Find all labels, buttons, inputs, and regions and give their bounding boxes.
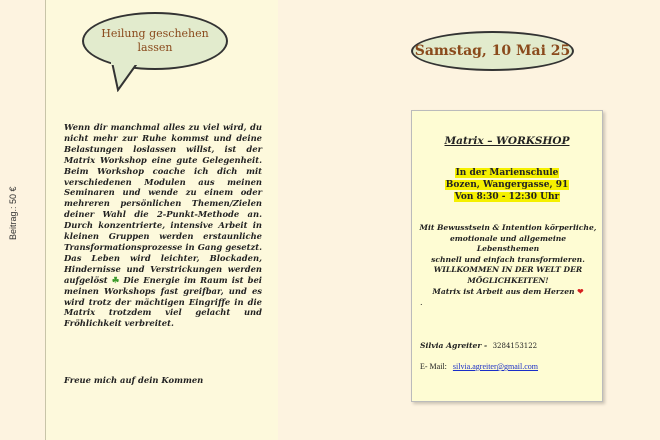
desc-line-5: MÖGLICHKEITEN! <box>467 275 549 285</box>
desc-line-3: schnell und einfach transformieren. <box>431 254 585 264</box>
fee-label: Beitrag.: 50 € <box>8 186 18 240</box>
location-line-3: Von 8:30 - 12:30 Uhr <box>454 192 560 202</box>
workshop-card <box>411 110 603 402</box>
contact-phone: 3284153122 <box>492 342 538 350</box>
dot-mark: . <box>420 298 423 307</box>
location-line-2: Bozen, Wangergasse, 91 <box>445 180 569 190</box>
left-panel <box>45 0 279 440</box>
speech-bubble-tail-icon <box>108 62 148 92</box>
right-panel <box>278 0 660 440</box>
desc-line-1: Mit Bewusstsein & Intention körperliche, <box>419 223 597 232</box>
contact-line <box>420 341 537 350</box>
closing-line: Freue mich auf dein Kommen <box>64 375 204 385</box>
clover-icon: ☘ <box>111 274 120 285</box>
left-fold-strip <box>0 0 45 440</box>
location-line-1: In der Marienschule <box>455 168 559 178</box>
desc-line-4: WILLKOMMEN IN DER WELT DER <box>433 265 583 275</box>
desc-line-2: emotionale und allgemeine Lebensthemen <box>449 233 567 254</box>
bubble-line-1: Heilung geschehen <box>101 27 209 40</box>
speech-bubble <box>82 12 228 70</box>
workshop-description <box>64 122 262 329</box>
email-line <box>420 362 538 371</box>
desc-line-6: Matrix ist Arbeit aus dem Herzen <box>432 286 575 296</box>
location-block <box>412 167 602 203</box>
email-link[interactable]: silvia.agreiter@gmail.com <box>452 362 539 371</box>
bubble-line-2: lassen <box>137 41 173 54</box>
description-paragraph-2: Die Energie im Raum ist bei meinen Workshops fast greifbar, und es wird trotz der mächtigen Eingriffe in die Matrix trotzdem viel gelacht und Fröhlichkeit verbreitet. <box>64 274 262 329</box>
email-label: E- Mail: <box>420 362 447 371</box>
contact-name: Silvia Agreiter - <box>420 341 488 350</box>
date-badge: Samstag, 10 Mai 25 <box>411 31 574 71</box>
card-title: Matrix – WORKSHOP <box>444 135 570 147</box>
description-paragraph: Wenn dir manchmal alles zu viel wird, du nicht mehr zur Ruhe kommst und deine Belastungen loslassen willst, ist der Matrix Workshop eine gute Gelegenheit. Beim Workshop coache ich dich mit verschiedenen Modulen aus meinen Seminaren und wende zu einem oder mehreren persönlichen Themen/Zielen deiner Wahl die 2-Punkt-Methode an. Durch konzentrierte, intensive Arbeit in kleinen Gruppen werden erstaunliche Transformationsprozesse in Gang gesetzt. Das Leben wird leichter, Blockaden, Hindernisse und Verstrickungen werden aufgelöst <box>64 122 262 285</box>
heart-icon: ❤ <box>577 286 584 296</box>
card-description <box>418 223 598 297</box>
